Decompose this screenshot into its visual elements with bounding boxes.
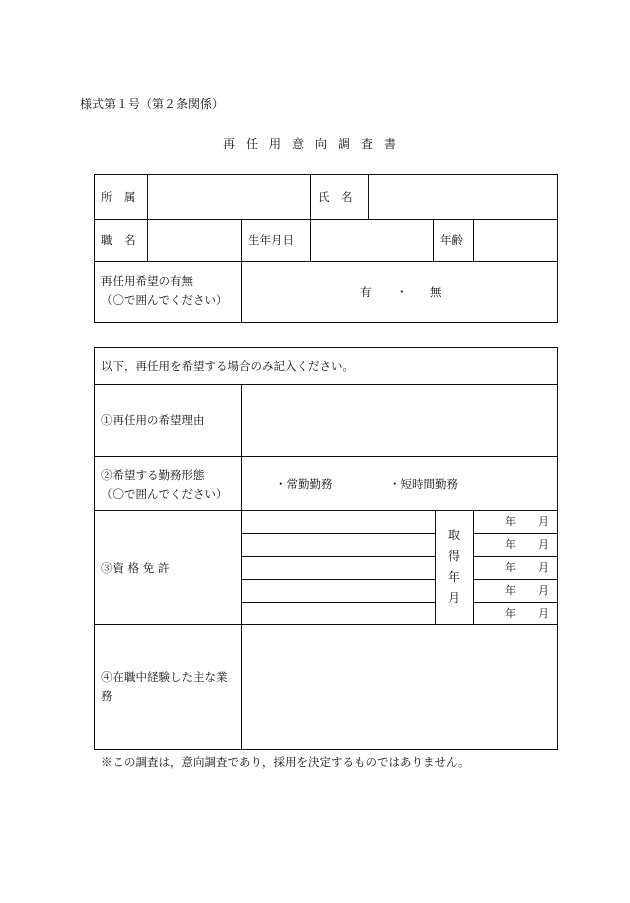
experience-field[interactable] xyxy=(242,625,557,749)
name-label: 氏 名 xyxy=(318,190,353,204)
rehire-option-yes[interactable]: 有 xyxy=(360,285,372,299)
rehire-option-separator: ・ xyxy=(396,285,408,299)
instruction-text: 以下，再任用を希望する場合のみ記入ください。 xyxy=(101,359,354,373)
qualification-field[interactable] xyxy=(242,534,435,556)
form-number: 様式第１号（第２条関係） xyxy=(80,97,225,111)
month-unit: 月 xyxy=(538,607,549,620)
birthdate-label: 生年月日 xyxy=(248,233,294,247)
qualification-label: ③資 格 免 許 xyxy=(101,561,170,575)
qualification-field[interactable] xyxy=(242,580,435,602)
year-unit: 年 xyxy=(505,515,516,528)
work-style-label: ②希望する勤務形態 xyxy=(101,468,205,482)
birthdate-field[interactable] xyxy=(311,220,433,261)
position-field[interactable] xyxy=(148,220,241,261)
qualification-field[interactable] xyxy=(242,557,435,579)
year-unit: 年 xyxy=(505,538,516,551)
position-label: 職 名 xyxy=(101,233,136,247)
age-field[interactable] xyxy=(474,220,557,261)
month-unit: 月 xyxy=(538,538,549,551)
month-unit: 月 xyxy=(538,584,549,597)
affiliation-label: 所 属 xyxy=(101,190,136,204)
acquired-date-label: 取 得 年 月 xyxy=(447,528,460,605)
experience-label: ④在職中経験した主な業 xyxy=(101,670,228,684)
footer-note: ※この調査は，意向調査であり，採用を決定するものではありません。 xyxy=(101,755,470,769)
month-unit: 月 xyxy=(538,515,549,528)
year-unit: 年 xyxy=(505,584,516,597)
qualification-field[interactable] xyxy=(242,511,435,533)
affiliation-field[interactable] xyxy=(148,175,310,219)
age-label: 年齢 xyxy=(440,233,463,247)
rehire-label: 再任用希望の有無 xyxy=(101,274,193,288)
rehire-option-no[interactable]: 無 xyxy=(430,285,442,299)
year-unit: 年 xyxy=(505,561,516,574)
work-style-shorttime[interactable]: ・短時間勤務 xyxy=(389,477,458,491)
rehire-circle-note: （〇で囲んでください） xyxy=(101,293,228,307)
experience-label-cont: 務 xyxy=(101,689,113,703)
work-style-circle-note: （〇で囲んでください） xyxy=(101,487,228,501)
work-style-fulltime[interactable]: ・常勤勤務 xyxy=(275,477,333,491)
qualification-field[interactable] xyxy=(242,603,435,624)
name-field[interactable] xyxy=(369,175,557,219)
reason-label: ①再任用の希望理由 xyxy=(101,413,205,427)
reason-field[interactable] xyxy=(242,385,557,456)
month-unit: 月 xyxy=(538,561,549,574)
document-title: 再任用意向調査書 xyxy=(222,137,407,151)
year-unit: 年 xyxy=(505,607,516,620)
